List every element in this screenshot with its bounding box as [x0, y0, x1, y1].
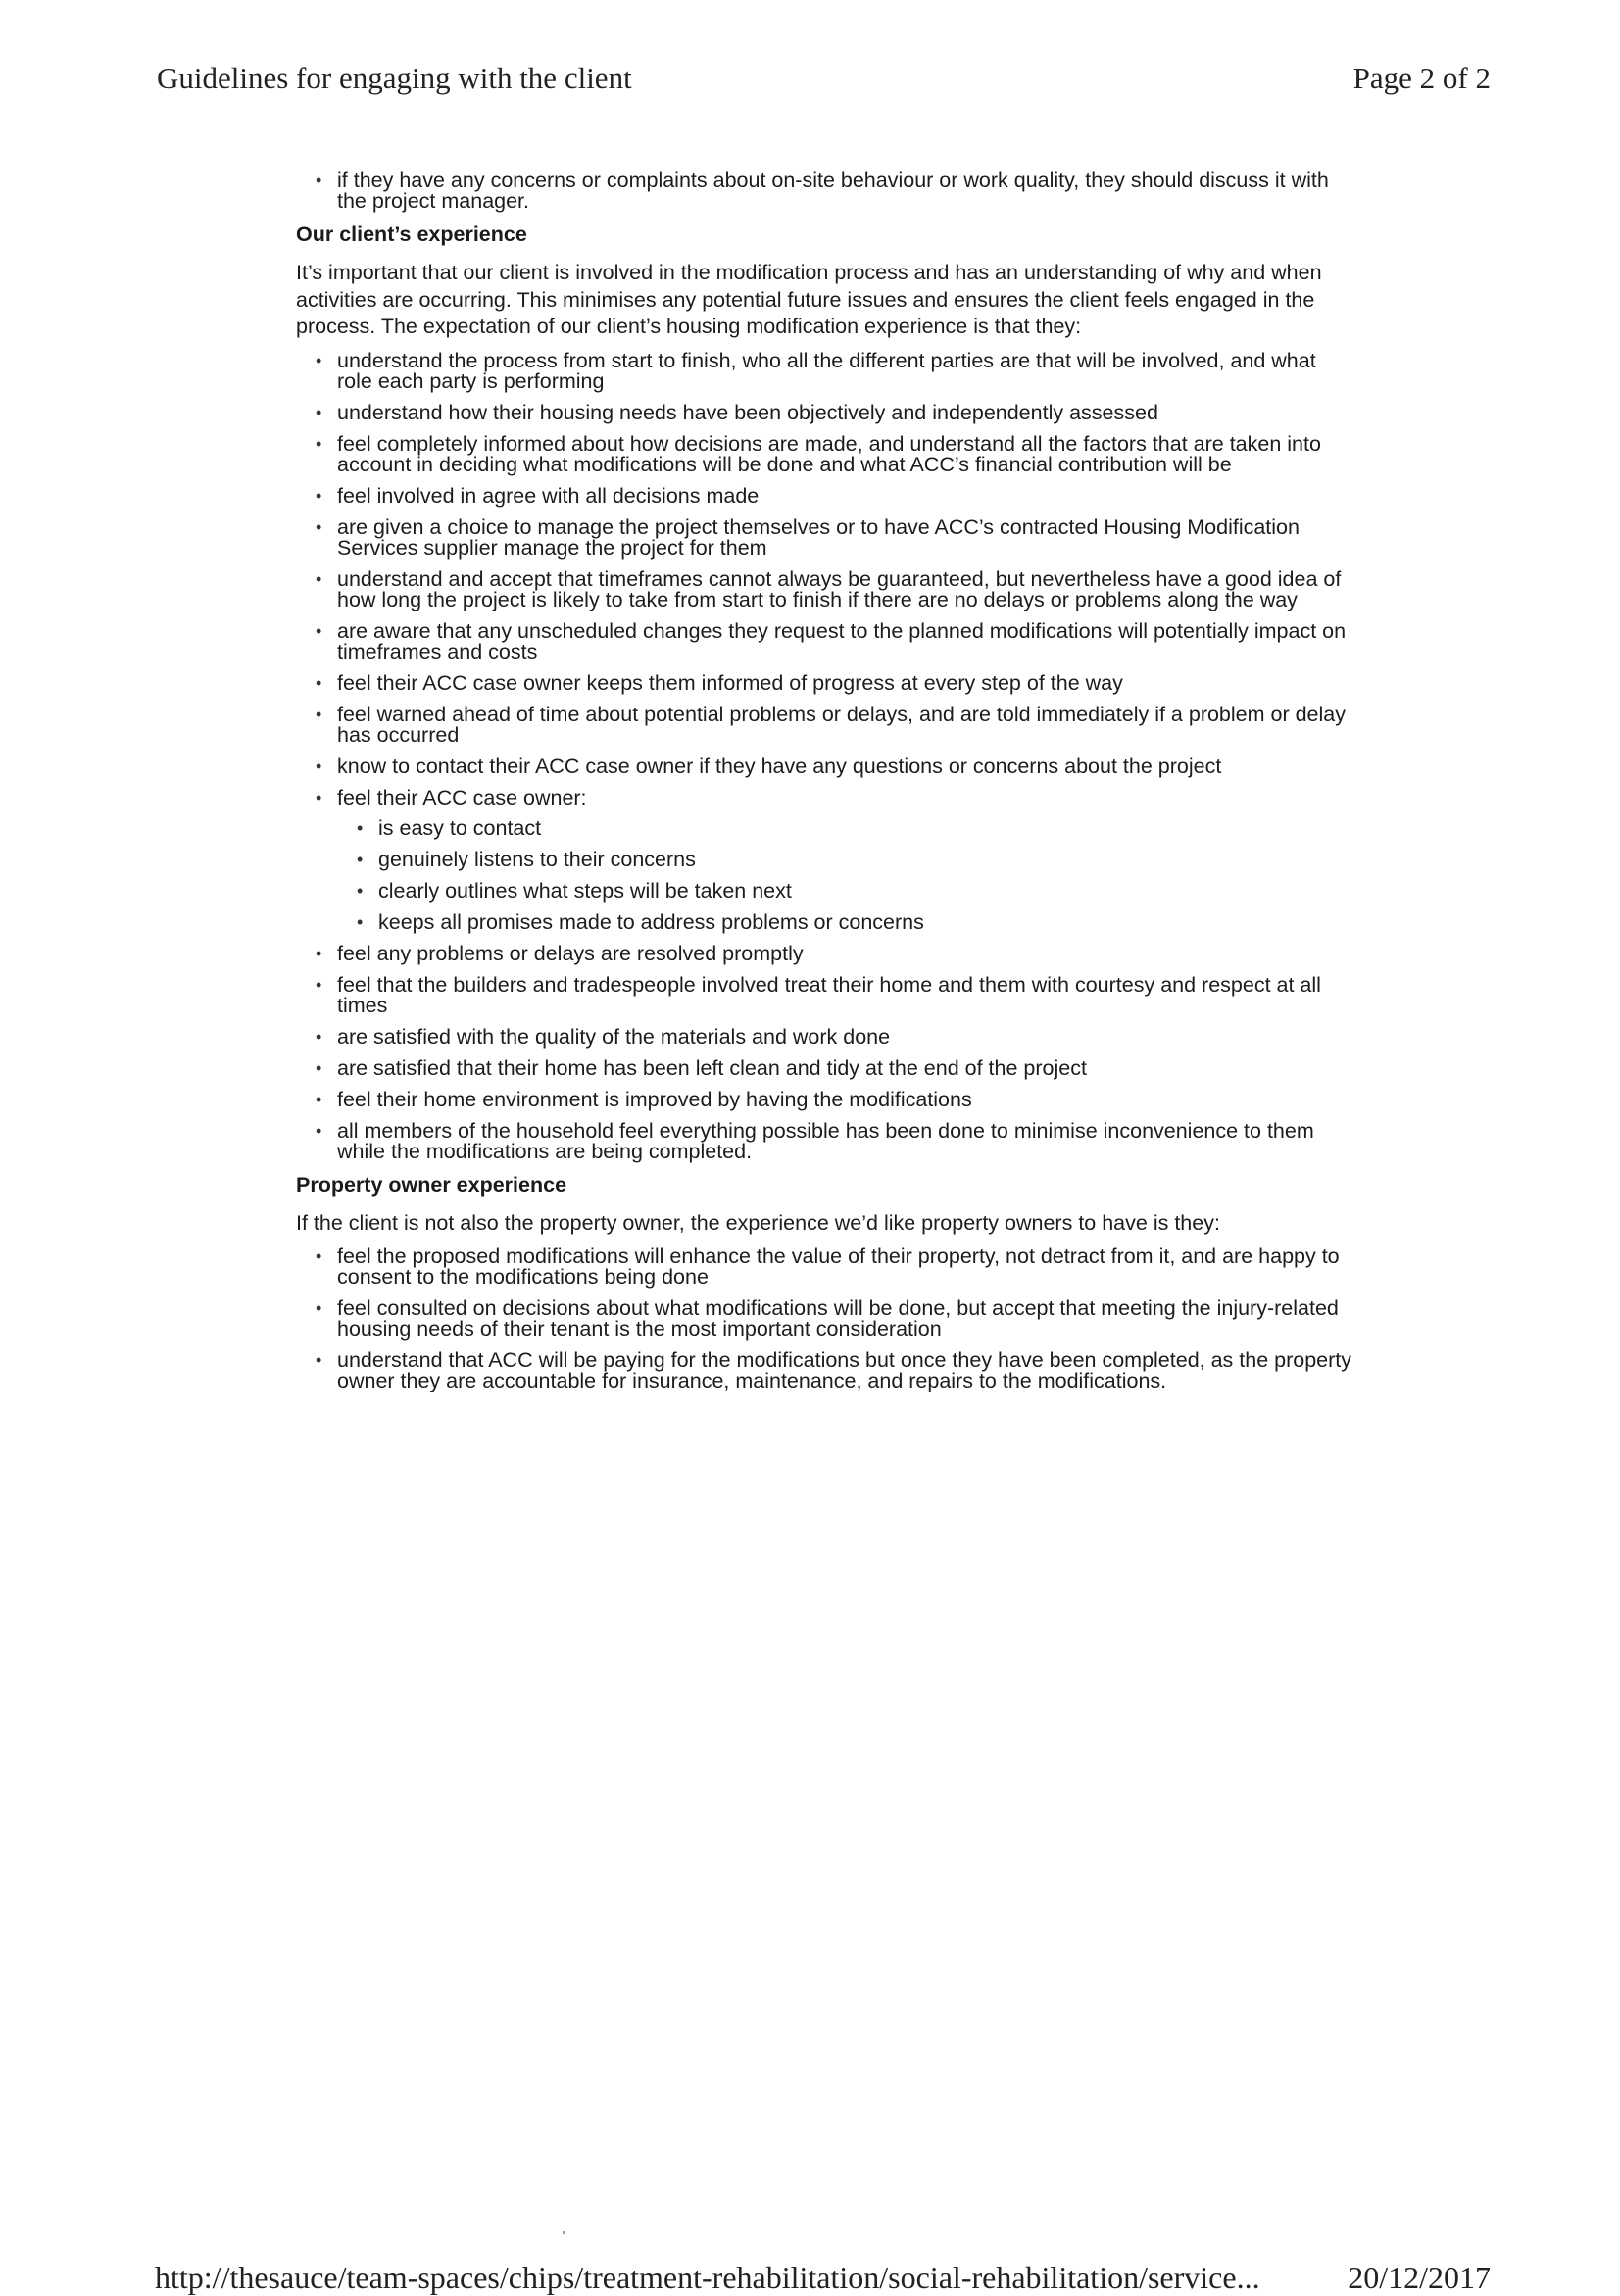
list-item: • feel that the builders and tradespeople involved treat their home and them with courtesy and respect at all times	[296, 975, 1354, 1016]
source-url: http://thesauce/team-spaces/chips/treatment-rehabilitation/social-rehabilitation/service...	[155, 2260, 1260, 2295]
sub-list-item: • keeps all promises made to address problems or concerns	[337, 912, 1354, 933]
list-item: • feel their home environment is improved by having the modifications	[296, 1090, 1354, 1110]
sub-list-item: • genuinely listens to their concerns	[337, 850, 1354, 870]
scan-mark	[563, 2231, 565, 2234]
list-item-case-owner	[296, 785, 1354, 934]
owner-experience-intro: If the client is not also the property owner, the experience we’d like property owners to have is they:	[296, 1210, 1220, 1235]
list-item: • are satisfied with the quality of the materials and work done	[296, 1027, 1354, 1048]
sub-list-item: • clearly outlines what steps will be taken next	[337, 881, 1354, 902]
list-item: • are given a choice to manage the project themselves or to have ACC’s contracted Housing Modification Services supplier manage the project for them	[296, 517, 1354, 559]
list-item: • feel their ACC case owner keeps them informed of progress at every step of the way	[296, 673, 1354, 694]
list-item: • understand that ACC will be paying for the modifications but once they have been completed, as the property owner they are accountable for insurance, maintenance, and repairs to the modifications.	[296, 1350, 1354, 1392]
owner-experience-heading: Property owner experience	[296, 1172, 567, 1197]
page-number: Page 2 of 2	[1352, 61, 1491, 95]
owner-experience-list	[296, 1246, 1354, 1392]
list-item-label: feel their ACC case owner:	[337, 785, 587, 809]
list-item: • feel completely informed about how decisions are made, and understand all the factors that are taken into account in deciding what modifications will be done and what ACC’s financial contribution will be	[296, 434, 1354, 475]
list-item: • understand and accept that timeframes cannot always be guaranteed, but nevertheless have a good idea of how long the project is likely to take from start to finish if there are no delays or problems along the way	[296, 569, 1354, 611]
document-body	[296, 171, 1354, 1402]
list-item: • feel involved in agree with all decisions made	[296, 486, 1354, 507]
list-item: • feel warned ahead of time about potential problems or delays, and are told immediately if a problem or delay has occurred	[296, 705, 1354, 746]
client-experience-intro: It’s important that our client is involved in the modification process and has an understanding of why and when activities are occurring. This minimises any potential future issues and ensures the client feels engaged in the process. The expectation of our client’s housing modification experience is that they:	[296, 261, 1322, 338]
print-date: 20/12/2017	[1348, 2260, 1491, 2295]
list-item: • feel any problems or delays are resolved promptly	[296, 944, 1354, 964]
list-item: • know to contact their ACC case owner if they have any questions or concerns about the project	[296, 757, 1354, 777]
list-item: • if they have any concerns or complaints about on-site behaviour or work quality, they should discuss it with the project manager.	[296, 171, 1354, 212]
client-experience-list	[296, 348, 1354, 1163]
list-item: • all members of the household feel everything possible has been done to minimise inconvenience to them while the modifications are being completed.	[296, 1121, 1354, 1162]
list-item: • feel the proposed modifications will enhance the value of their property, not detract from it, and are happy to consent to the modifications being done	[296, 1246, 1354, 1288]
list-item: • feel consulted on decisions about what modifications will be done, but accept that meeting the injury-related housing needs of their tenant is the most important consideration	[296, 1298, 1354, 1340]
case-owner-sub-list	[337, 815, 1354, 934]
document-title: Guidelines for engaging with the client	[157, 61, 632, 95]
list-item: • are aware that any unscheduled changes they request to the planned modifications will potentially impact on timeframes and costs	[296, 621, 1354, 662]
list-item: • are satisfied that their home has been left clean and tidy at the end of the project	[296, 1058, 1354, 1079]
sub-list-item: • is easy to contact	[337, 818, 1354, 839]
client-experience-heading: Our client’s experience	[296, 222, 527, 246]
list-item: • understand how their housing needs have been objectively and independently assessed	[296, 403, 1354, 423]
top-bullet-list	[296, 171, 1354, 212]
list-item: • understand the process from start to finish, who all the different parties are that will be involved, and what role each party is performing	[296, 351, 1354, 392]
